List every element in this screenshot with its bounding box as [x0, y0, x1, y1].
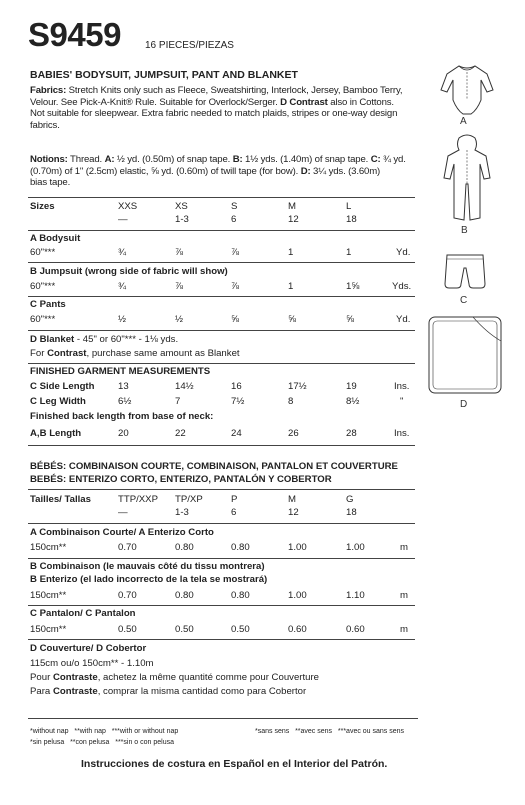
c-label: C Pantalon/ C Pantalon	[30, 608, 136, 619]
size-cell: XXS	[118, 201, 138, 212]
footer-instructions: Instrucciones de costura en Español en el Interior del Patrón.	[81, 758, 388, 770]
d-label: D Couverture/ D Cobertor	[30, 643, 147, 654]
size-cell: M	[288, 201, 296, 212]
divider	[28, 605, 415, 606]
b-label-es: B Enterizo (el lado incorrecto de la tela se mostrará)	[30, 574, 268, 585]
measure-cell: 22	[175, 428, 186, 439]
fabric-width: 150cm**	[30, 590, 67, 601]
fabrics-contrast-label: D Contrast	[280, 96, 328, 108]
footnote-es: *sin pelusa **con pelusa ***sin o con pelusa	[30, 739, 174, 746]
contrast-pre: Para	[30, 686, 53, 697]
notions-text: Thread.	[67, 154, 105, 165]
size-cell: S	[231, 201, 238, 212]
meter-cell: 0.80	[231, 590, 250, 601]
yardage-cell: ⅞	[175, 247, 184, 258]
meter-cell: 0.60	[288, 624, 307, 635]
contrast-row	[30, 348, 240, 360]
yardage-cell: 1	[288, 247, 294, 258]
notions-d: D:	[300, 165, 311, 177]
yardage-cell: ¾	[118, 247, 127, 258]
measure-cell: 14½	[175, 381, 194, 392]
meter-cell: 1.10	[346, 590, 365, 601]
measure-cell: 7½	[231, 396, 245, 407]
spanish-title: BEBÉS: ENTERIZO CORTO, ENTERIZO, PANTALÓN Y COBERTOR	[30, 474, 332, 485]
divider	[28, 718, 418, 719]
notions-b: B:	[232, 154, 243, 165]
figure-label-b: B	[461, 225, 468, 236]
meter-cell: 0.80	[231, 542, 250, 553]
measure-label: C Side Length	[30, 381, 95, 392]
contrast-text: , comprar la misma cantidad como para Cobertor	[97, 686, 307, 697]
size-cell: L	[346, 201, 352, 212]
age-cell: 1-3	[175, 507, 189, 518]
measure-cell: 24	[231, 428, 242, 439]
fabric-width: 60"***	[30, 281, 56, 292]
unit-cell: Yd.	[396, 314, 411, 325]
contrast-fr-row	[30, 672, 319, 684]
fabrics-line4: fabrics.	[30, 119, 60, 131]
divider	[28, 262, 415, 263]
c-row	[30, 624, 420, 636]
size-cell: TTP/XXP	[118, 494, 158, 505]
yardage-cell: ⅝	[288, 314, 297, 325]
meter-cell: 0.80	[175, 542, 194, 553]
meter-cell: 0.70	[118, 590, 137, 601]
bodysuit-illustration	[437, 60, 497, 120]
footnote-fr: *sans sens **avec sens ***avec ou sans sens	[255, 728, 405, 735]
blanket-label: D Blanket	[30, 334, 75, 345]
yardage-cell: ⅞	[231, 247, 240, 258]
fabric-width: 60"***	[30, 247, 56, 258]
meter-cell: 1.00	[288, 542, 307, 553]
measure-cell: 16	[231, 381, 242, 392]
sizes-row	[30, 201, 420, 213]
pants-label: C Pants	[30, 299, 66, 310]
size-cell: XS	[175, 201, 188, 212]
measure-cell: 17½	[288, 381, 307, 392]
divider	[28, 639, 415, 640]
pattern-number: S9459	[28, 16, 121, 53]
divider	[28, 523, 415, 524]
yardage-cell: 1	[288, 281, 294, 292]
figure-label-c: C	[460, 295, 468, 306]
measure-cell: 8	[288, 396, 294, 407]
fabric-width: 60"***	[30, 314, 56, 325]
notions-line3: bias tape.	[30, 177, 71, 189]
contrast-text: , purchase same amount as Blanket	[86, 348, 240, 359]
measure-cell: 26	[288, 428, 299, 439]
yardage-cell: ⅞	[231, 281, 240, 292]
measure-cell: 8½	[346, 396, 360, 407]
ages-row	[30, 214, 420, 226]
contrast-pre: For	[30, 348, 48, 359]
age-cell: 18	[346, 214, 357, 225]
unit-cell: Yds.	[392, 281, 412, 292]
side-length-row	[30, 381, 420, 393]
measure-cell: 20	[118, 428, 129, 439]
divider	[28, 363, 415, 364]
divider	[28, 197, 415, 198]
yardage-cell: ⅝	[346, 314, 355, 325]
fabrics-line1: Stretch Knits only such as Fleece, Sweatshirting, Interlock, Jersey, Bamboo Terry,	[66, 85, 403, 96]
fabric-width: 150cm**	[30, 624, 67, 635]
contrast-label: Contrast	[47, 348, 87, 359]
yardage-cell: ⅝	[231, 314, 240, 325]
notions-block	[30, 154, 425, 189]
blanket-text: - 45" or 60"*** - 1⅛ yds.	[74, 334, 179, 345]
age-cell: 1-3	[175, 214, 189, 225]
age-cell: 12	[288, 507, 299, 518]
size-cell: TP/XP	[175, 494, 203, 505]
meter-cell: 0.70	[118, 542, 137, 553]
jumpsuit-row	[30, 281, 420, 293]
ages-row	[30, 507, 420, 519]
pattern-title: BABIES' BODYSUIT, JUMPSUIT, PANT AND BLANKET	[30, 69, 298, 81]
a-row	[30, 542, 420, 554]
measure-cell: 19	[346, 381, 357, 392]
yardage-cell: ½	[118, 314, 127, 325]
measure-label: C Leg Width	[30, 396, 86, 407]
measure-cell: 6½	[118, 396, 132, 407]
divider	[28, 296, 415, 297]
fabrics-label: Fabrics:	[30, 85, 67, 96]
notions-text: 3¼ yds. (3.60m)	[310, 165, 381, 177]
age-cell: 6	[231, 507, 237, 518]
french-title: BÉBÉS: COMBINAISON COURTE, COMBINAISON, PANTALON ET COUVERTURE	[30, 461, 398, 472]
age-cell: —	[118, 507, 128, 518]
meter-cell: 0.60	[346, 624, 365, 635]
size-cell: M	[288, 494, 296, 505]
footnote-en: *without nap **with nap ***with or without nap	[30, 728, 179, 735]
unit-cell: "	[400, 396, 404, 407]
fabrics-line2b: also in Cottons.	[327, 96, 394, 108]
divider	[28, 489, 415, 490]
yardage-cell: ¾	[118, 281, 127, 292]
size-cell: G	[346, 494, 354, 505]
unit-cell: m	[400, 590, 408, 601]
measure-cell: 7	[175, 396, 181, 407]
bodysuit-row	[30, 247, 420, 259]
age-cell: 12	[288, 214, 299, 225]
yardage-cell: 1⅝	[346, 281, 360, 292]
contrast-text: , achetez la même quantité comme pour Couverture	[97, 672, 320, 683]
unit-cell: Ins.	[394, 428, 410, 439]
contrast-pre: Pour	[30, 672, 53, 683]
yardage-cell: ⅞	[175, 281, 184, 292]
pieces-count: 16 PIECES/PIEZAS	[145, 40, 234, 51]
jumpsuit-illustration	[442, 134, 492, 226]
notions-text: (0.70m) of 1" (2.5cm) elastic, ⅝ yd. (0.60m) of twill tape (for bow).	[30, 165, 301, 177]
meter-cell: 0.50	[175, 624, 194, 635]
figure-label-d: D	[460, 399, 468, 410]
meter-cell: 1.00	[346, 542, 365, 553]
divider	[28, 330, 415, 331]
measure-label: A,B Length	[30, 428, 82, 439]
ab-length-row	[30, 428, 420, 440]
divider	[28, 558, 415, 559]
meter-cell: 0.50	[118, 624, 137, 635]
unit-cell: Ins.	[394, 381, 410, 392]
notions-text: 1½ yds. (1.40m) of snap tape.	[242, 154, 371, 165]
fabrics-line2: Velour. See Pick-A-Knit® Rule. Suitable for Overlock/Serger.	[30, 96, 281, 108]
finished-measurements-heading: FINISHED GARMENT MEASUREMENTS	[30, 366, 211, 377]
meter-cell: 0.80	[175, 590, 194, 601]
measure-cell: 28	[346, 428, 357, 439]
fabrics-block	[30, 85, 425, 131]
d-text: 115cm ou/o 150cm** - 1.10m	[30, 658, 154, 669]
divider	[28, 230, 415, 231]
jumpsuit-label: B Jumpsuit (wrong side of fabric will show)	[30, 266, 228, 277]
blanket-row	[30, 334, 178, 346]
b-label-fr: B Combinaison (le mauvais côté du tissu montrera)	[30, 561, 265, 572]
contrast-label: Contraste	[52, 686, 98, 697]
age-cell: 6	[231, 214, 237, 225]
size-cell: P	[231, 494, 238, 505]
sizes-label: Sizes	[30, 201, 55, 212]
measure-cell: 13	[118, 381, 129, 392]
blanket-illustration	[427, 315, 505, 397]
notions-text: ½ yd. (0.50m) of snap tape.	[114, 154, 233, 165]
age-cell: 18	[346, 507, 357, 518]
meter-cell: 1.00	[288, 590, 307, 601]
back-length-label: Finished back length from base of neck:	[30, 411, 214, 422]
fabric-width: 150cm**	[30, 542, 67, 553]
age-cell: —	[118, 214, 128, 225]
notions-a: A:	[104, 154, 115, 165]
meter-cell: 0.50	[231, 624, 250, 635]
sizes-label: Tailles/ Tallas	[30, 494, 91, 505]
contrast-es-row	[30, 686, 306, 698]
pants-illustration	[441, 252, 489, 292]
notions-c: C:	[370, 154, 381, 165]
leg-width-row	[30, 396, 420, 408]
bodysuit-label: A Bodysuit	[30, 233, 81, 244]
unit-cell: Yd.	[396, 247, 411, 258]
unit-cell: m	[400, 542, 408, 553]
notions-label: Notions:	[30, 154, 68, 165]
divider	[28, 445, 415, 446]
fabrics-line3: Not suitable for sleepwear. Extra fabric needed to match plaids, stripes or one-way design	[30, 108, 398, 120]
contrast-label: Contraste	[52, 672, 98, 683]
notions-text: ¾ yd.	[380, 154, 406, 165]
a-label: A Combinaison Courte/ A Enterizo Corto	[30, 527, 214, 538]
unit-cell: m	[400, 624, 408, 635]
b-row	[30, 590, 420, 602]
tailles-row	[30, 494, 420, 506]
yardage-cell: ½	[175, 314, 184, 325]
yardage-cell: 1	[346, 247, 352, 258]
pants-row	[30, 314, 420, 326]
figure-label-a: A	[460, 116, 467, 127]
